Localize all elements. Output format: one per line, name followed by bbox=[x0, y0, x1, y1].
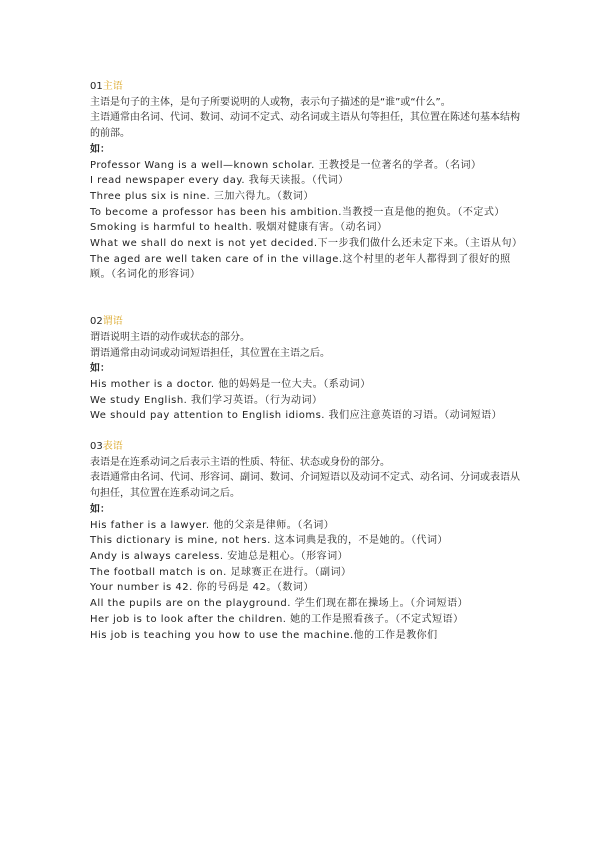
example-line: Professor Wang is a well—known scholar. 王教授是一位著名的学者。（名词） bbox=[90, 159, 482, 171]
example-line: Three plus six is nine. 三加六得九。（数词） bbox=[90, 190, 314, 202]
example-line: Andy is always careless. 安迪总是粗心。（形容词） bbox=[90, 550, 349, 562]
section-heading bbox=[90, 439, 520, 455]
example-line: Smoking is harmful to health. 吸烟对健康有害。（动名词） bbox=[90, 222, 388, 234]
example-line: His job is teaching you how to use the machine.他的工作是教你们 bbox=[90, 629, 438, 641]
examples-label: 如： bbox=[90, 143, 110, 155]
example-line: What we shall do next is not yet decided.下一步我们做什么还未定下来。（主语从句） bbox=[90, 238, 523, 250]
example-line: We study English. 我们学习英语。（行为动词） bbox=[90, 394, 323, 406]
section-title: 谓语 bbox=[102, 316, 123, 328]
example-line: Her job is to look after the children. 她的工作是照看孩子。（不定式短语） bbox=[90, 613, 464, 625]
example-line: This dictionary is mine, not hers. 这本词典是我的，不是她的。（代词） bbox=[90, 535, 448, 547]
composition-paragraph: 表语通常由名词、代词、形容词、副词、数词、介词短语以及动词不定式、动名词、分词或表语从句担任，其位置在连系动词之后。 bbox=[90, 472, 520, 500]
example-line: We should pay attention to English idioms. 我们应注意英语的习语。（动词短语） bbox=[90, 410, 503, 422]
example-line: Your number is 42. 你的号码是 42。（数词） bbox=[90, 582, 314, 594]
section-predicative bbox=[90, 439, 520, 643]
section-heading bbox=[90, 79, 520, 95]
composition-paragraph: 谓语通常由动词或动词短语担任，其位置在主语之后。 bbox=[90, 347, 330, 359]
example-line: All the pupils are on the playground. 学生们现在都在操场上。（介词短语） bbox=[90, 598, 469, 610]
section-number: 01 bbox=[90, 81, 103, 92]
section-number: 02 bbox=[90, 316, 103, 328]
section-title: 主语 bbox=[102, 81, 123, 92]
composition-paragraph: 主语通常由名词、代词、数词、动词不定式、动名词或主语从句等担任，其位置在陈述句基本结构的前部。 bbox=[90, 112, 520, 140]
example-line: His mother is a doctor. 他的妈妈是一位大夫。（系动词） bbox=[90, 378, 371, 390]
examples-label: 如： bbox=[90, 503, 110, 515]
examples-label: 如： bbox=[90, 363, 110, 375]
section-heading bbox=[90, 314, 520, 330]
example-line: To become a professor has been his ambition.当教授一直是他的抱负。（不定式） bbox=[90, 206, 505, 218]
definition-paragraph: 主语是句子的主体，是句子所要说明的人或物，表示句子描述的是“谁”或“什么”。 bbox=[90, 96, 451, 108]
example-line: I read newspaper every day. 我每天读报。（代词） bbox=[90, 175, 349, 187]
section-title: 表语 bbox=[102, 441, 123, 453]
section-number: 03 bbox=[90, 441, 103, 453]
example-line: The aged are well taken care of in the village.这个村里的老年人都得到了很好的照顾。（名词化的形容词） bbox=[90, 253, 511, 281]
section-predicate bbox=[90, 314, 520, 424]
example-line: The football match is on. 足球赛正在进行。（副词） bbox=[90, 566, 352, 578]
document-page bbox=[90, 79, 523, 643]
section-subject bbox=[90, 79, 523, 283]
example-line: His father is a lawyer. 他的父亲是律师。（名词） bbox=[90, 519, 335, 531]
definition-paragraph: 谓语说明主语的动作或状态的部分。 bbox=[90, 331, 250, 343]
definition-paragraph: 表语是在连系动词之后表示主语的性质、特征、状态或身份的部分。 bbox=[90, 456, 390, 468]
